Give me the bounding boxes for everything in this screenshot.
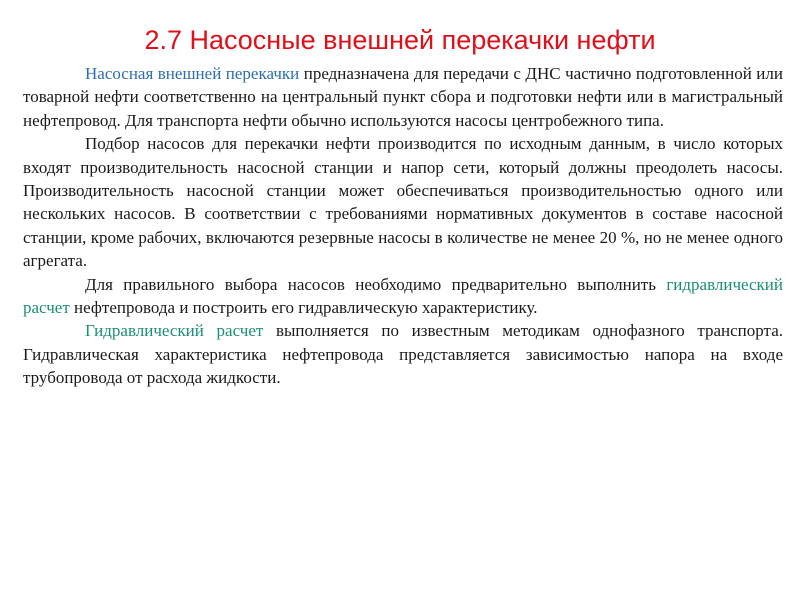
paragraph-hydraulic-intro [23,273,783,320]
paragraph-text: нефтепровода и построить его гидравлическую характеристику. [69,298,538,318]
term-hydraulic-calculation: гидравлический расчет [23,274,783,318]
paragraph-pumping-station [23,62,783,132]
term-pumping-station: Насосная внешней перекачки [85,64,300,83]
paragraph-hydraulic-method [23,319,783,389]
paragraph-text: предназначена для передачи с ДНС частично подготовленной или товарной нефти соответственно на центральный пункт сбора и подготовки нефти или в магистральный нефтепровод. Для транспорта нефти обычно используются насосы центробежного типа. [23,64,783,130]
paragraph-text: Для правильного выбора насосов необходимо предварительно выполнить [85,274,667,294]
term-hydraulic-calculation: Гидравлический расчет [85,321,264,341]
slide-title: 2.7 Насосные внешней перекачки нефти [144,25,656,55]
paragraph-text: выполняется по известным методикам однофазного транспорта. Гидравлическая характеристика нефтепровода представляется зависимостью напора на входе трубопровода от расхода жидкости. [23,321,783,388]
paragraph-pump-selection [23,132,783,272]
paragraph-text: Подбор насосов для перекачки нефти производится по исходным данным, в число которых входят производительность насосной станции и напор сети, который должны преодолеть насосы. Производительность насосной станции может обеспечиваться производительностью одного или нескольких насосов. В соответствии с требованиями нормативных документов в составе насосной станции, кроме рабочих, включаются резервные насосы в количестве не менее 20 %, но не менее одного агрегата. [23,134,783,271]
slide-body [23,62,783,390]
